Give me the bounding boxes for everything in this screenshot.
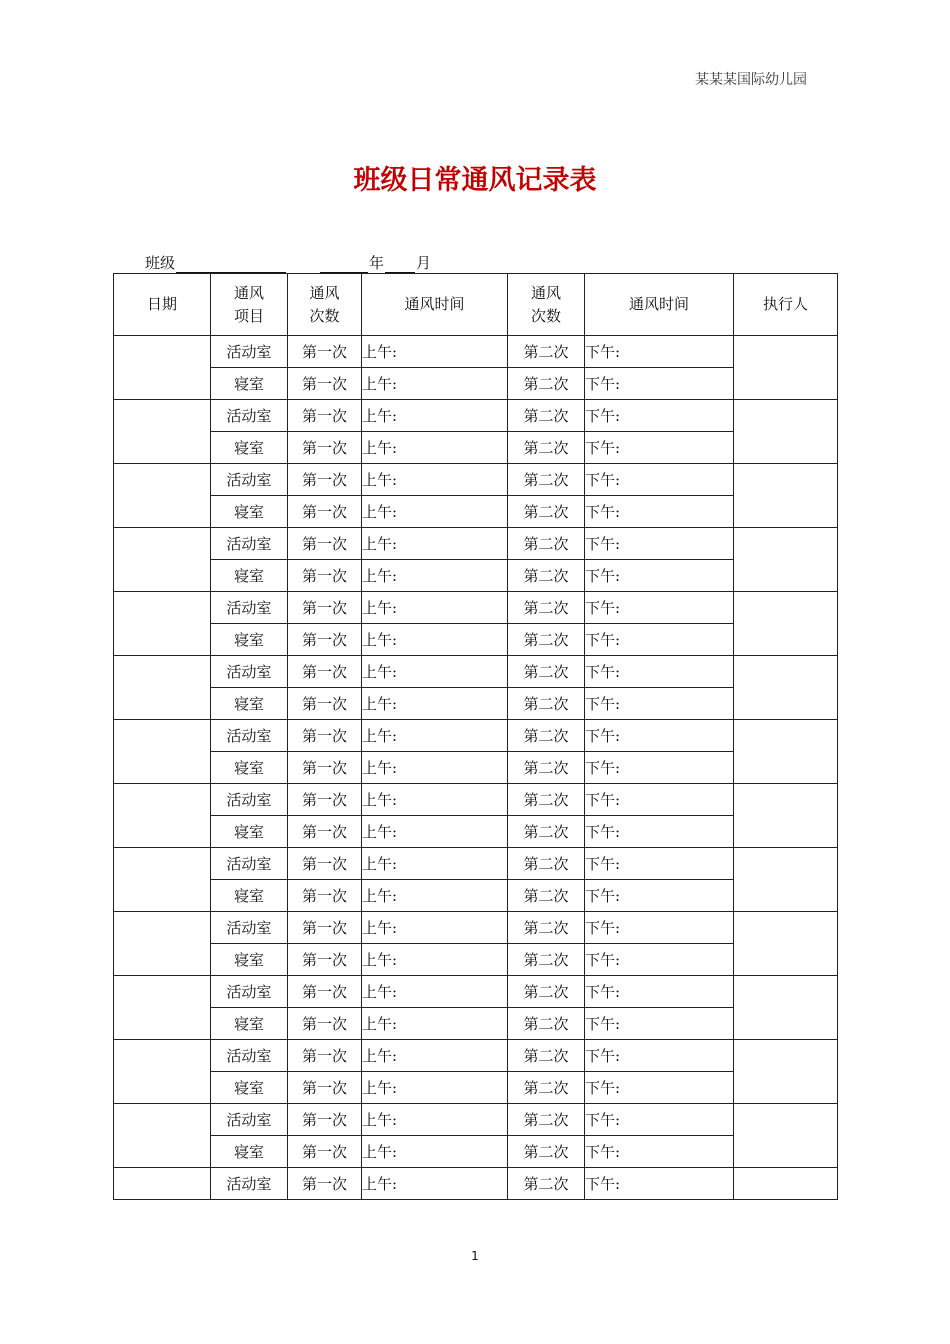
date-cell[interactable]	[114, 592, 211, 656]
date-cell[interactable]	[114, 656, 211, 720]
org-name: 某某某国际幼儿园	[695, 72, 807, 88]
date-cell[interactable]	[114, 976, 211, 1040]
count-1-cell: 第一次	[288, 624, 362, 656]
time-pm-cell[interactable]: 下午:	[585, 944, 734, 976]
time-pm-cell[interactable]: 下午:	[585, 560, 734, 592]
item-cell: 寝室	[211, 560, 288, 592]
count-1-cell: 第一次	[288, 912, 362, 944]
table-row	[114, 720, 838, 752]
item-cell: 活动室	[211, 848, 288, 880]
count-2-cell: 第二次	[508, 400, 585, 432]
item-cell: 活动室	[211, 656, 288, 688]
date-cell[interactable]	[114, 528, 211, 592]
executor-cell[interactable]	[734, 400, 838, 464]
count-2-cell: 第二次	[508, 1104, 585, 1136]
time-pm-cell[interactable]: 下午:	[585, 720, 734, 752]
count-2-cell: 第二次	[508, 336, 585, 368]
count-1-cell: 第一次	[288, 1072, 362, 1104]
executor-cell[interactable]	[734, 976, 838, 1040]
table-row	[114, 1008, 838, 1040]
item-cell: 活动室	[211, 528, 288, 560]
time-am-cell[interactable]: 上午:	[362, 1104, 508, 1136]
time-am-cell[interactable]: 上午:	[362, 560, 508, 592]
count-2-cell: 第二次	[508, 976, 585, 1008]
count-2-cell: 第二次	[508, 784, 585, 816]
class-blank-field[interactable]	[176, 256, 286, 273]
executor-cell[interactable]	[734, 592, 838, 656]
table-row	[114, 656, 838, 688]
header-time-2: 通风时间	[585, 274, 734, 336]
time-am-cell[interactable]: 上午:	[362, 1136, 508, 1168]
item-cell: 寝室	[211, 816, 288, 848]
executor-cell[interactable]	[734, 848, 838, 912]
time-am-cell[interactable]: 上午:	[362, 816, 508, 848]
count-1-cell: 第一次	[288, 976, 362, 1008]
time-pm-cell[interactable]: 下午:	[585, 976, 734, 1008]
count-1-cell: 第一次	[288, 1136, 362, 1168]
time-pm-cell[interactable]: 下午:	[585, 912, 734, 944]
count-2-cell: 第二次	[508, 368, 585, 400]
form-meta-line	[145, 252, 431, 273]
count-1-cell: 第一次	[288, 432, 362, 464]
table-row	[114, 592, 838, 624]
count-2-cell: 第二次	[508, 624, 585, 656]
time-am-cell[interactable]: 上午:	[362, 1008, 508, 1040]
table-row	[114, 1168, 838, 1200]
item-cell: 寝室	[211, 432, 288, 464]
count-1-cell: 第一次	[288, 464, 362, 496]
header-date: 日期	[114, 274, 211, 336]
time-pm-cell[interactable]: 下午:	[585, 880, 734, 912]
time-pm-cell[interactable]: 下午:	[585, 688, 734, 720]
header-count-2: 通风 次数	[508, 274, 585, 336]
item-cell: 寝室	[211, 1136, 288, 1168]
count-2-cell: 第二次	[508, 816, 585, 848]
time-pm-cell[interactable]: 下午:	[585, 656, 734, 688]
table-row	[114, 976, 838, 1008]
time-pm-cell[interactable]: 下午:	[585, 1104, 734, 1136]
executor-cell[interactable]	[734, 720, 838, 784]
count-2-cell: 第二次	[508, 560, 585, 592]
date-cell[interactable]	[114, 1104, 211, 1168]
time-am-cell[interactable]: 上午:	[362, 496, 508, 528]
count-1-cell: 第一次	[288, 688, 362, 720]
time-pm-cell[interactable]: 下午:	[585, 1168, 734, 1200]
count-2-cell: 第二次	[508, 464, 585, 496]
item-cell: 活动室	[211, 1040, 288, 1072]
time-am-cell[interactable]: 上午:	[362, 528, 508, 560]
item-cell: 活动室	[211, 1104, 288, 1136]
count-1-cell: 第一次	[288, 816, 362, 848]
table-row	[114, 1072, 838, 1104]
table-row	[114, 528, 838, 560]
page-title: 班级日常通风记录表	[353, 165, 597, 196]
time-am-cell[interactable]: 上午:	[362, 1040, 508, 1072]
count-1-cell: 第一次	[288, 848, 362, 880]
item-cell: 寝室	[211, 944, 288, 976]
count-2-cell: 第二次	[508, 752, 585, 784]
time-pm-cell[interactable]: 下午:	[585, 784, 734, 816]
count-1-cell: 第一次	[288, 528, 362, 560]
table-body	[114, 336, 838, 1200]
date-cell[interactable]	[114, 1040, 211, 1104]
time-pm-cell[interactable]: 下午:	[585, 464, 734, 496]
time-pm-cell[interactable]: 下午:	[585, 848, 734, 880]
count-2-cell: 第二次	[508, 912, 585, 944]
page-number: 1	[471, 1249, 479, 1263]
year-label: 年	[369, 254, 385, 272]
table-row	[114, 496, 838, 528]
count-2-cell: 第二次	[508, 1040, 585, 1072]
time-am-cell[interactable]: 上午:	[362, 464, 508, 496]
executor-cell[interactable]	[734, 336, 838, 400]
table-row	[114, 1104, 838, 1136]
table-row	[114, 432, 838, 464]
count-1-cell: 第一次	[288, 400, 362, 432]
time-am-cell[interactable]: 上午:	[362, 944, 508, 976]
table-row	[114, 944, 838, 976]
time-am-cell[interactable]: 上午:	[362, 336, 508, 368]
executor-cell[interactable]	[734, 784, 838, 848]
time-pm-cell[interactable]: 下午:	[585, 336, 734, 368]
time-am-cell[interactable]: 上午:	[362, 784, 508, 816]
table-row	[114, 784, 838, 816]
count-1-cell: 第一次	[288, 1168, 362, 1200]
table-row	[114, 816, 838, 848]
executor-cell[interactable]	[734, 464, 838, 528]
count-2-cell: 第二次	[508, 944, 585, 976]
count-2-cell: 第二次	[508, 1008, 585, 1040]
header-count-1: 通风 次数	[288, 274, 362, 336]
item-cell: 寝室	[211, 368, 288, 400]
time-am-cell[interactable]: 上午:	[362, 1072, 508, 1104]
ventilation-log-table	[113, 273, 838, 1200]
table-row	[114, 624, 838, 656]
header-item: 通风 项目	[211, 274, 288, 336]
item-cell: 寝室	[211, 496, 288, 528]
count-2-cell: 第二次	[508, 720, 585, 752]
date-cell[interactable]	[114, 848, 211, 912]
time-am-cell[interactable]: 上午:	[362, 368, 508, 400]
table-row	[114, 400, 838, 432]
table-row	[114, 1040, 838, 1072]
executor-cell[interactable]	[734, 912, 838, 976]
executor-cell[interactable]	[734, 1040, 838, 1104]
count-1-cell: 第一次	[288, 1104, 362, 1136]
item-cell: 活动室	[211, 400, 288, 432]
table-row	[114, 368, 838, 400]
count-1-cell: 第一次	[288, 368, 362, 400]
count-2-cell: 第二次	[508, 1136, 585, 1168]
table-row	[114, 336, 838, 368]
time-pm-cell[interactable]: 下午:	[585, 752, 734, 784]
month-blank-field[interactable]	[385, 256, 415, 273]
count-2-cell: 第二次	[508, 528, 585, 560]
count-1-cell: 第一次	[288, 880, 362, 912]
count-2-cell: 第二次	[508, 880, 585, 912]
time-pm-cell[interactable]: 下午:	[585, 1136, 734, 1168]
time-pm-cell[interactable]: 下午:	[585, 496, 734, 528]
count-2-cell: 第二次	[508, 848, 585, 880]
date-cell[interactable]	[114, 400, 211, 464]
count-1-cell: 第一次	[288, 336, 362, 368]
time-am-cell[interactable]: 上午:	[362, 848, 508, 880]
year-blank-field[interactable]	[320, 256, 368, 273]
time-am-cell[interactable]: 上午:	[362, 624, 508, 656]
table-row	[114, 464, 838, 496]
executor-cell[interactable]	[734, 1168, 838, 1200]
item-cell: 活动室	[211, 976, 288, 1008]
date-cell[interactable]	[114, 912, 211, 976]
time-pm-cell[interactable]: 下午:	[585, 528, 734, 560]
count-1-cell: 第一次	[288, 1008, 362, 1040]
count-1-cell: 第一次	[288, 752, 362, 784]
time-am-cell[interactable]: 上午:	[362, 976, 508, 1008]
item-cell: 活动室	[211, 1168, 288, 1200]
count-2-cell: 第二次	[508, 496, 585, 528]
table-header-row	[114, 274, 838, 336]
count-2-cell: 第二次	[508, 656, 585, 688]
item-cell: 活动室	[211, 592, 288, 624]
item-cell: 活动室	[211, 912, 288, 944]
date-cell[interactable]	[114, 1168, 211, 1200]
time-am-cell[interactable]: 上午:	[362, 432, 508, 464]
item-cell: 寝室	[211, 752, 288, 784]
count-1-cell: 第一次	[288, 720, 362, 752]
executor-cell[interactable]	[734, 528, 838, 592]
time-pm-cell[interactable]: 下午:	[585, 592, 734, 624]
time-pm-cell[interactable]: 下午:	[585, 1040, 734, 1072]
table-row	[114, 848, 838, 880]
count-1-cell: 第一次	[288, 560, 362, 592]
executor-cell[interactable]	[734, 1104, 838, 1168]
count-2-cell: 第二次	[508, 592, 585, 624]
item-cell: 寝室	[211, 624, 288, 656]
table-row	[114, 912, 838, 944]
count-1-cell: 第一次	[288, 592, 362, 624]
table-row	[114, 688, 838, 720]
item-cell: 寝室	[211, 688, 288, 720]
date-cell[interactable]	[114, 464, 211, 528]
class-label: 班级	[145, 254, 176, 272]
time-am-cell[interactable]: 上午:	[362, 720, 508, 752]
time-am-cell[interactable]: 上午:	[362, 400, 508, 432]
table-row	[114, 560, 838, 592]
count-1-cell: 第一次	[288, 944, 362, 976]
time-am-cell[interactable]: 上午:	[362, 592, 508, 624]
count-1-cell: 第一次	[288, 656, 362, 688]
time-am-cell[interactable]: 上午:	[362, 880, 508, 912]
table-row	[114, 880, 838, 912]
time-am-cell[interactable]: 上午:	[362, 688, 508, 720]
item-cell: 活动室	[211, 784, 288, 816]
count-2-cell: 第二次	[508, 1072, 585, 1104]
date-cell[interactable]	[114, 720, 211, 784]
header-executor: 执行人	[734, 274, 838, 336]
time-pm-cell[interactable]: 下午:	[585, 1072, 734, 1104]
time-pm-cell[interactable]: 下午:	[585, 1008, 734, 1040]
time-am-cell[interactable]: 上午:	[362, 752, 508, 784]
item-cell: 活动室	[211, 464, 288, 496]
count-1-cell: 第一次	[288, 1040, 362, 1072]
time-am-cell[interactable]: 上午:	[362, 912, 508, 944]
count-1-cell: 第一次	[288, 496, 362, 528]
table-row	[114, 1136, 838, 1168]
item-cell: 寝室	[211, 1008, 288, 1040]
header-time-1: 通风时间	[362, 274, 508, 336]
item-cell: 寝室	[211, 1072, 288, 1104]
count-2-cell: 第二次	[508, 432, 585, 464]
time-pm-cell[interactable]: 下午:	[585, 624, 734, 656]
time-am-cell[interactable]: 上午:	[362, 656, 508, 688]
item-cell: 寝室	[211, 880, 288, 912]
item-cell: 活动室	[211, 720, 288, 752]
time-pm-cell[interactable]: 下午:	[585, 816, 734, 848]
date-cell[interactable]	[114, 336, 211, 400]
date-cell[interactable]	[114, 784, 211, 848]
executor-cell[interactable]	[734, 656, 838, 720]
time-am-cell[interactable]: 上午:	[362, 1168, 508, 1200]
month-label: 月	[416, 254, 432, 272]
time-pm-cell[interactable]: 下午:	[585, 368, 734, 400]
count-1-cell: 第一次	[288, 784, 362, 816]
item-cell: 活动室	[211, 336, 288, 368]
time-pm-cell[interactable]: 下午:	[585, 432, 734, 464]
time-pm-cell[interactable]: 下午:	[585, 400, 734, 432]
count-2-cell: 第二次	[508, 1168, 585, 1200]
table-row	[114, 752, 838, 784]
count-2-cell: 第二次	[508, 688, 585, 720]
